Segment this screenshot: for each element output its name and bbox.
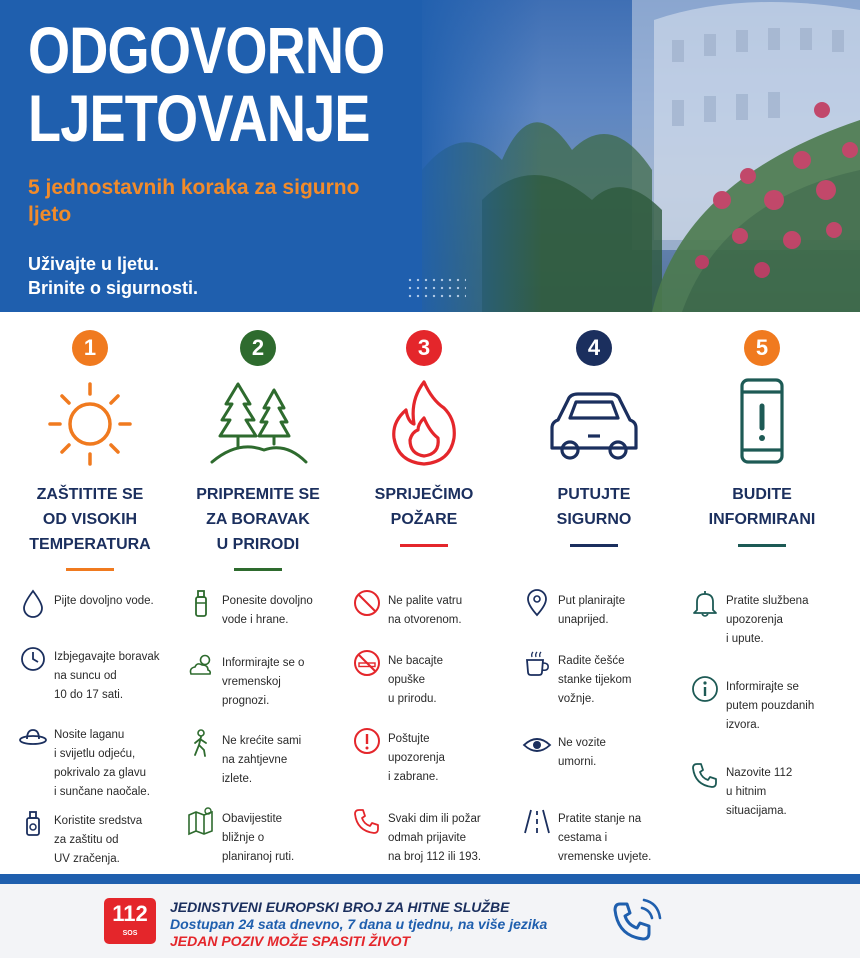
item-text: upozorenja [726,614,783,626]
item-text: stanke tijekom [558,674,632,686]
item-text: planiranoj ruti. [222,851,295,863]
item-text: Ne bacajte [388,655,443,667]
item-text: i upute. [726,633,764,645]
step-title-line: SIGURNO [556,511,632,528]
hero-subtitle: 5 jednostavnih koraka za sigurno ljeto [28,176,360,226]
step-number-badge: 3 [406,330,442,366]
item-text: Informirajte se o [222,657,305,669]
info-icon [690,674,720,704]
item-text: vode i hrane. [222,614,289,626]
car-icon [544,378,644,468]
hero-tagline-line1: Uživajte u ljetu. [28,254,160,274]
item-text: Izbjegavajte boravak [54,651,160,663]
clock-icon [18,644,48,674]
step-title-line: PUTUJTE [557,486,631,503]
item-text: upozorenja [388,752,445,764]
step-title-line: BUDITE [732,486,792,503]
trees-icon [208,378,308,468]
hero-photo-fade [422,0,542,312]
step-column-2 [172,312,344,872]
step-divider [66,568,114,571]
step-column-5 [676,312,848,872]
item-text: odmah prijavite [388,832,466,844]
step-divider [400,544,448,547]
step-title [4,482,176,557]
item-text: izvora. [726,719,760,731]
item-text: vremenskoj [222,676,281,688]
step-number-badge: 5 [744,330,780,366]
step-title [172,482,344,557]
hero-banner [0,0,860,312]
hero-title [28,13,385,155]
item-text: u prirodu. [388,693,437,705]
item-text: vremenske uvjete. [558,851,652,863]
item-text: UV zračenja. [54,853,120,865]
footer-slogan: JEDAN POZIV MOŽE SPASITI ŽIVOT [170,933,411,949]
item-text: i sunčane naočale. [54,786,150,798]
item-text: bližnje o [222,832,265,844]
step-divider [738,544,786,547]
item-text: cestama i [558,832,608,844]
item-text: umorni. [558,756,597,768]
hat-icon [18,722,48,752]
item-text: Put planirajte [558,595,626,607]
item-text: na otvorenom. [388,614,462,626]
coffee-icon [522,648,552,678]
item-text: opuške [388,674,426,686]
sunscreen-icon [18,808,48,838]
item-text: putem pouzdanih [726,700,815,712]
step-title [676,482,848,532]
item-text: Poštujte [388,733,430,745]
warning-icon [352,726,382,756]
item-text: Pratite službena [726,595,809,607]
phone-icon [352,806,382,836]
item-text: vožnje. [558,693,595,705]
hero-tagline-line2: Brinite o sigurnosti. [28,278,199,298]
badge-number: 112 [112,901,148,926]
eye-icon [522,730,552,760]
no-fire-icon [352,588,382,618]
step-title-line: OD VISOKIH [42,511,138,528]
sun-icon [40,378,140,468]
step-divider [234,568,282,571]
no-smoking-icon [352,648,382,678]
step-title-line: U PRIRODI [216,536,300,553]
footer-divider [0,874,860,884]
step-column-4 [508,312,680,872]
item-text: pokrivalo za glavu [54,767,147,779]
item-text: Pratite stanje na [558,813,642,825]
weather-icon [186,650,216,680]
item-text: Radite češće [558,655,625,667]
bell-icon [690,588,720,618]
step-title [508,482,680,532]
footer-headline: JEDINSTVENI EUROPSKI BROJ ZA HITNE SLUŽBE [170,899,510,915]
step-title-line: ZA BORAVAK [206,511,310,528]
step-title [338,482,510,532]
item-text: Nazovite 112 [726,767,793,779]
emergency-112-logo [104,898,156,944]
step-number-badge: 1 [72,330,108,366]
map-icon [186,806,216,836]
item-text: unaprijed. [558,614,609,626]
steps-section [0,312,860,874]
step-title-line: POŽARE [390,511,458,528]
item-text: situacijama. [726,805,787,817]
step-title-line: SPRIJEČIMO [374,486,474,503]
hiker-icon [186,728,216,758]
smartphone-alert-icon [712,378,812,468]
road-icon [522,806,552,836]
item-text: Ponesite dovoljno [222,595,313,607]
phone-call-icon [612,896,664,944]
item-text: i svijetlu odjeću, [54,748,136,760]
item-text: za zaštitu od [54,834,119,846]
step-divider [570,544,618,547]
item-text: Koristite sredstva [54,815,143,827]
step-title-line: INFORMIRANI [708,511,816,528]
step-number-badge: 4 [576,330,612,366]
water-drop-icon [18,588,48,618]
badge-text: SOS [122,930,138,937]
hero-photo [422,0,860,312]
step-title-line: ZAŠTITITE SE [36,486,144,503]
item-text: Svaki dim ili požar [388,813,481,825]
footer-availability: Dostupan 24 sata dnevno, 7 dana u tjednu, na više jezika [170,916,548,932]
phone-icon [690,760,720,790]
item-text: u hitnim [726,786,767,798]
fire-icon [374,378,474,468]
location-pin-icon [522,588,552,618]
item-text: izlete. [222,773,253,785]
item-text: prognozi. [222,695,270,707]
hero-title-line2: LJETOVANJE [28,81,370,155]
hero-title-line1: ODGOVORNO [28,13,385,87]
step-title-line: TEMPERATURA [29,536,151,553]
water-bottle-icon [186,588,216,618]
hero-tagline [28,252,198,300]
step-number-badge: 2 [240,330,276,366]
item-text: Pijte dovoljno vode. [54,595,154,607]
dot-pattern [406,276,466,302]
item-text: Informirajte se [726,681,799,693]
item-text: i zabrane. [388,771,439,783]
item-text: Ne krećite sami [222,735,302,747]
item-text: Obavijestite [222,813,283,825]
footer [0,884,860,958]
item-text: na zahtjevne [222,754,288,766]
step-column-1 [4,312,176,872]
item-text: 10 do 17 sati. [54,689,124,701]
item-text: na suncu od [54,670,117,682]
item-text: Nosite laganu [54,729,125,741]
item-text: Ne vozite [558,737,606,749]
step-column-3 [338,312,510,872]
item-text: na broj 112 ili 193. [388,851,482,863]
step-title-line: PRIPREMITE SE [196,486,320,503]
item-text: Ne palite vatru [388,595,463,607]
